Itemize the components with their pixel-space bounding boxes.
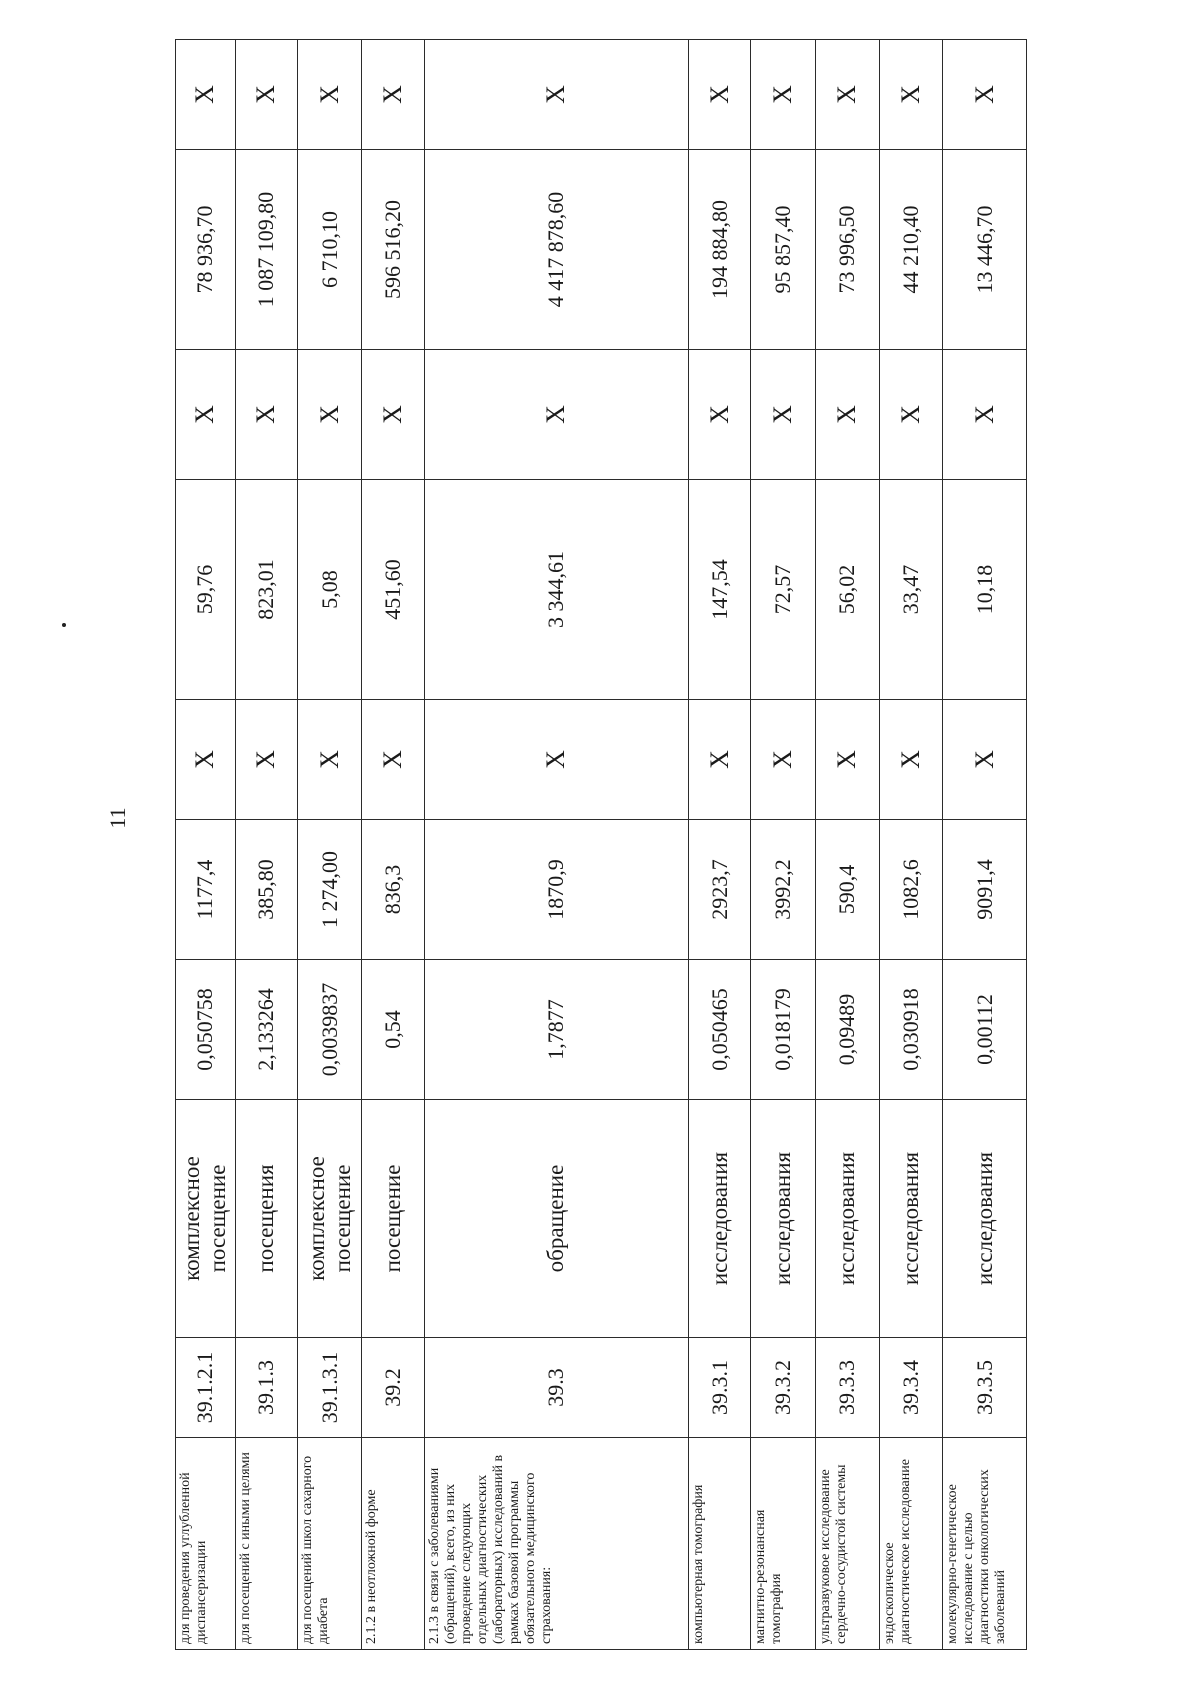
- row-value-total: 596 516,20: [362, 150, 424, 350]
- row-value-per-capita: 147,54: [689, 480, 751, 700]
- row-value-total: 44 210,40: [880, 150, 943, 350]
- row-cost: 9091,4: [943, 820, 1027, 960]
- row-code: 39.3.4: [880, 1338, 943, 1438]
- table-row: [235, 40, 297, 1650]
- row-norm: 0,09489: [815, 960, 879, 1100]
- row-x-mark: X: [751, 40, 815, 150]
- row-cost: 1 274,00: [298, 820, 362, 960]
- row-value-total: 78 936,70: [176, 150, 236, 350]
- row-name: эндоскопическое диагностическое исследование: [880, 1438, 943, 1650]
- table-body: [176, 40, 1027, 1650]
- row-cost: 2923,7: [689, 820, 751, 960]
- row-name: 2.1.3 в связи с заболеваниями (обращений), всего, из них проведение следующих отдельных диагностических (лабораторных) исследований в рамках базовой программы обязательного медицинского страхования:: [424, 1438, 688, 1650]
- row-norm: 0,0039837: [298, 960, 362, 1100]
- row-x-mark: X: [424, 350, 688, 480]
- row-value-per-capita: 823,01: [235, 480, 297, 700]
- row-x-mark: X: [880, 40, 943, 150]
- row-x-mark: X: [298, 350, 362, 480]
- row-code: 39.3.5: [943, 1338, 1027, 1438]
- row-x-mark: X: [689, 700, 751, 820]
- row-value-per-capita: 3 344,61: [424, 480, 688, 700]
- row-x-mark: X: [943, 700, 1027, 820]
- row-norm: 0,030918: [880, 960, 943, 1100]
- row-code: 39.2: [362, 1338, 424, 1438]
- row-unit: исследования: [689, 1100, 751, 1338]
- table-row: [362, 40, 424, 1650]
- row-x-mark: X: [424, 40, 688, 150]
- row-cost: 1177,4: [176, 820, 236, 960]
- row-name: ультразвуковое исследование сердечно-сосудистой системы: [815, 1438, 879, 1650]
- table-row: [176, 40, 236, 1650]
- row-name: для посещений с иными целями: [235, 1438, 297, 1650]
- page-number: 11: [105, 807, 130, 829]
- row-code: 39.3.2: [751, 1338, 815, 1438]
- row-x-mark: X: [235, 350, 297, 480]
- row-cost: 590,4: [815, 820, 879, 960]
- row-name: для посещений школ сахарного диабета: [298, 1438, 362, 1650]
- table-row: [751, 40, 815, 1650]
- row-value-per-capita: 56,02: [815, 480, 879, 700]
- row-cost: 3992,2: [751, 820, 815, 960]
- row-code: 39.1.3: [235, 1338, 297, 1438]
- row-x-mark: X: [362, 40, 424, 150]
- row-norm: 0,050758: [176, 960, 236, 1100]
- table-row: [298, 40, 362, 1650]
- row-value-per-capita: 451,60: [362, 480, 424, 700]
- row-x-mark: X: [815, 700, 879, 820]
- row-value-total: 4 417 878,60: [424, 150, 688, 350]
- row-norm: 2,133264: [235, 960, 297, 1100]
- table-row: [689, 40, 751, 1650]
- row-x-mark: X: [362, 700, 424, 820]
- row-x-mark: X: [176, 700, 236, 820]
- row-value-total: 1 087 109,80: [235, 150, 297, 350]
- financing-table: [175, 40, 1027, 1650]
- row-cost: 836,3: [362, 820, 424, 960]
- row-x-mark: X: [689, 350, 751, 480]
- row-value-per-capita: 59,76: [176, 480, 236, 700]
- row-x-mark: X: [298, 40, 362, 150]
- row-x-mark: X: [176, 350, 236, 480]
- scan-speck: [62, 623, 66, 627]
- row-value-per-capita: 10,18: [943, 480, 1027, 700]
- row-norm: 0,018179: [751, 960, 815, 1100]
- table-row: [943, 40, 1027, 1650]
- row-norm: 0,54: [362, 960, 424, 1100]
- row-x-mark: X: [751, 350, 815, 480]
- row-x-mark: X: [815, 350, 879, 480]
- table-row: [880, 40, 943, 1650]
- table-row: [815, 40, 879, 1650]
- row-value-per-capita: 72,57: [751, 480, 815, 700]
- row-value-per-capita: 33,47: [880, 480, 943, 700]
- row-value-total: 73 996,50: [815, 150, 879, 350]
- row-unit: комплексное посещение: [298, 1100, 362, 1338]
- row-x-mark: X: [235, 40, 297, 150]
- row-x-mark: X: [943, 40, 1027, 150]
- row-x-mark: X: [689, 40, 751, 150]
- row-name: молекулярно-генетическое исследование с целью диагностики онкологических заболеваний: [943, 1438, 1027, 1650]
- row-x-mark: X: [424, 700, 688, 820]
- row-cost: 1870,9: [424, 820, 688, 960]
- row-code: 39.3.1: [689, 1338, 751, 1438]
- row-unit: обращение: [424, 1100, 688, 1338]
- row-unit: посещение: [362, 1100, 424, 1338]
- row-value-total: 6 710,10: [298, 150, 362, 350]
- row-code: 39.1.2.1: [176, 1338, 236, 1438]
- row-value-per-capita: 5,08: [298, 480, 362, 700]
- row-x-mark: X: [235, 700, 297, 820]
- row-name: для проведения углубленной диспансеризации: [176, 1438, 236, 1650]
- row-norm: 0,050465: [689, 960, 751, 1100]
- row-name: компьютерная томография: [689, 1438, 751, 1650]
- row-code: 39.3: [424, 1338, 688, 1438]
- row-x-mark: X: [176, 40, 236, 150]
- row-norm: 0,00112: [943, 960, 1027, 1100]
- row-unit: комплексное посещение: [176, 1100, 236, 1338]
- row-name: 2.1.2 в неотложной форме: [362, 1438, 424, 1650]
- row-norm: 1,7877: [424, 960, 688, 1100]
- row-x-mark: X: [943, 350, 1027, 480]
- row-unit: исследования: [943, 1100, 1027, 1338]
- row-unit: исследования: [815, 1100, 879, 1338]
- row-unit: исследования: [751, 1100, 815, 1338]
- row-value-total: 194 884,80: [689, 150, 751, 350]
- row-x-mark: X: [880, 700, 943, 820]
- row-x-mark: X: [880, 350, 943, 480]
- row-name: магнитно-резонансная томография: [751, 1438, 815, 1650]
- row-x-mark: X: [751, 700, 815, 820]
- row-cost: 385,80: [235, 820, 297, 960]
- row-value-total: 13 446,70: [943, 150, 1027, 350]
- row-x-mark: X: [815, 40, 879, 150]
- table-grid: [175, 39, 1027, 1650]
- row-value-total: 95 857,40: [751, 150, 815, 350]
- row-code: 39.1.3.1: [298, 1338, 362, 1438]
- table-row: [424, 40, 688, 1650]
- row-code: 39.3.3: [815, 1338, 879, 1438]
- row-unit: исследования: [880, 1100, 943, 1338]
- row-unit: посещения: [235, 1100, 297, 1338]
- row-cost: 1082,6: [880, 820, 943, 960]
- row-x-mark: X: [362, 350, 424, 480]
- row-x-mark: X: [298, 700, 362, 820]
